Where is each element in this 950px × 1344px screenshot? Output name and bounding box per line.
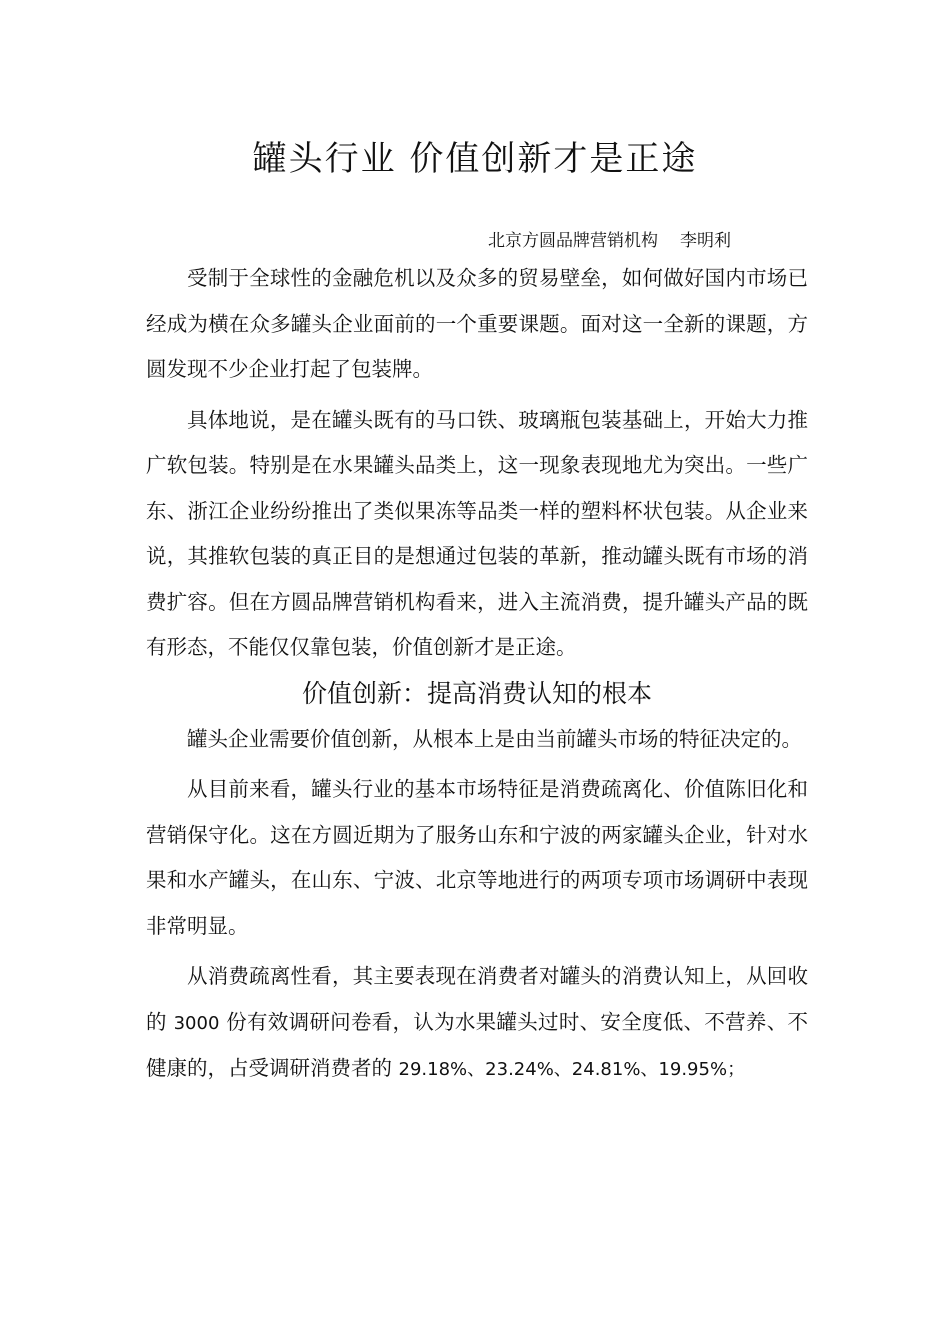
paragraph-text: 从消费疏离性看，其主要表现在消费者对罐头的消费认知上，从回收的 bbox=[146, 964, 808, 1034]
survey-percentages: 29.18%、23.24%、24.81%、19.95%； bbox=[398, 1059, 746, 1080]
body-paragraph: 罐头企业需要价值创新，从根本上是由当前罐头市场的特征决定的。 bbox=[187, 726, 802, 751]
author-name: 李明利 bbox=[680, 231, 731, 251]
section-heading: 价值创新：提高消费认知的根本 bbox=[301, 678, 652, 708]
author-line bbox=[488, 228, 731, 254]
survey-count: 3000 bbox=[173, 1012, 220, 1034]
body-paragraph: 具体地说，是在罐头既有的马口铁、玻璃瓶包装基础上，开始大力推广软包装。特别是在水果罐头品类上，这一现象表现地尤为突出。一些广东、浙江企业纷纷推出了类似果冻等品类一样的塑料杯状包装。从企业来说，其推软包装的真正目的是想通过包装的革新，推动罐头既有市场的消费扩容。但在方圆品牌营销机构看来，进入主流消费，提升罐头产品的既有形态，不能仅仅靠包装，价值创新才是正途。 bbox=[146, 407, 808, 659]
paragraph-text: 份有效调研问卷看，认为水果罐头过时、安全度低、不营养、不健康的，占受调研消费者的 bbox=[146, 1009, 808, 1080]
author-organization: 北京方圆品牌营销机构 bbox=[488, 231, 658, 251]
body-paragraph: 受制于全球性的金融危机以及众多的贸易壁垒，如何做好国内市场已经成为横在众多罐头企业面前的一个重要课题。面对这一全新的课题，方圆发现不少企业打起了包装牌。 bbox=[146, 266, 808, 381]
body-paragraph: 从目前来看，罐头行业的基本市场特征是消费疏离化、价值陈旧化和营销保守化。这在方圆近期为了服务山东和宁波的两家罐头企业，针对水果和水产罐头，在山东、宁波、北京等地进行的两项专项市场调研中表现非常明显。 bbox=[146, 777, 808, 938]
document-title: 罐头行业 价值创新才是正途 bbox=[252, 139, 698, 179]
body-paragraph-last bbox=[146, 954, 808, 1093]
document-body bbox=[146, 256, 808, 1093]
